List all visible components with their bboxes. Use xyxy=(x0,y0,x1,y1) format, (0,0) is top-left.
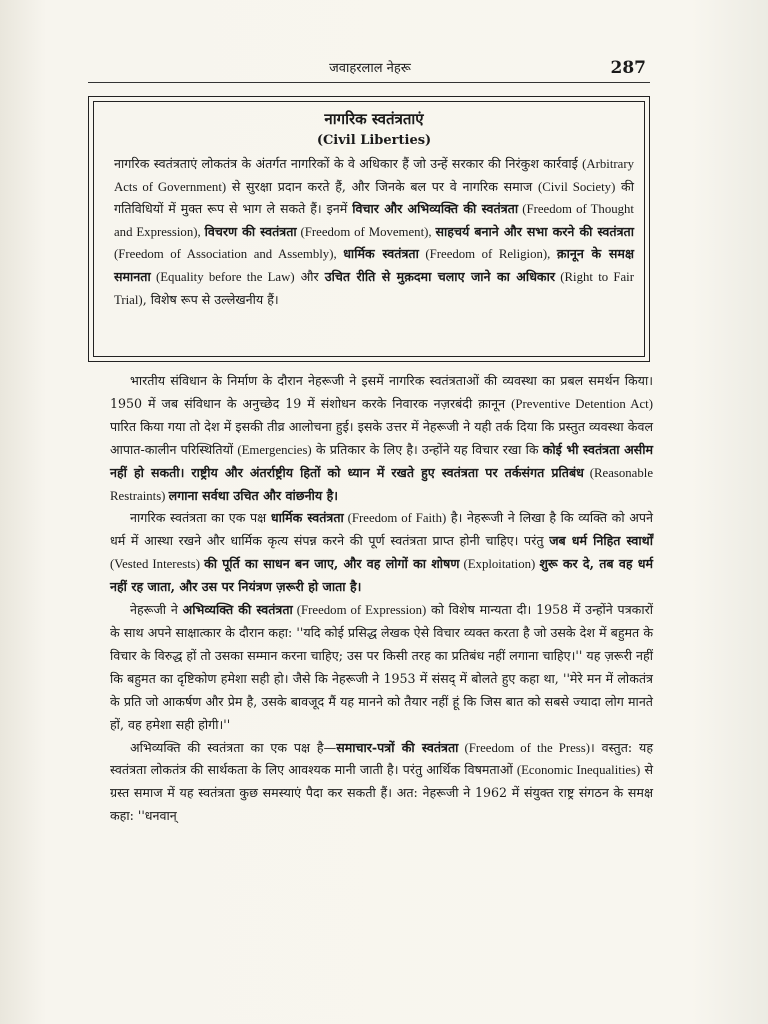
text-run: (Civil Society) xyxy=(537,179,616,194)
bold-text-run: साहचर्य बनाने और सभा करने की स्वतंत्रता xyxy=(435,223,634,239)
text-run: (Emergencies) xyxy=(237,442,312,457)
box-subtitle: (Civil Liberties) xyxy=(316,133,432,148)
bold-text-run: की पूर्ति का साधन बन जाए, और वह लोगों का शोषण xyxy=(204,556,460,572)
bold-text-run: विचरण की स्वतंत्रता xyxy=(204,223,297,239)
text-run: भारतीय संविधान के निर्माण के दौरान नेहरूजी ने इसमें नागरिक स्वतंत्रताओं की व्यवस्था का प्रबल समर्थन किया। 1950 में जब संविधान के अनुच्छेद 19 में संशोधन करके निवारक नज़रबंदी क़ानून xyxy=(110,373,653,411)
text-run: से सुरक्षा प्रदान करते हैं, और जिनके बल पर वे नागरिक समाज xyxy=(226,178,538,194)
bold-text-run: विचार और अभिव्यक्ति की स्वतंत्रता xyxy=(352,201,519,217)
text-run: (Right to Fair Trial) xyxy=(114,269,634,307)
bold-text-run: शुरू कर दे, तब वह धर्म नहीं रह जाता, और उस पर नियंत्रण ज़रूरी हो जाता है। xyxy=(110,556,654,595)
bold-text-run: कोई भी स्वतंत्रता असीम नहीं हो सकती। राष्ट्रीय और अंतर्राष्ट्रीय हितों को ध्यान में रखते हुए स्वतंत्रता पर तर्कसंगत प्रतिबंध xyxy=(110,441,653,480)
text-run: (Preventive Detention Act) xyxy=(511,396,653,411)
text-run: और xyxy=(294,268,325,284)
page-number: 287 xyxy=(610,58,646,78)
text-run: नेहरूजी ने xyxy=(130,602,183,618)
bold-text-run: धार्मिक स्वतंत्रता xyxy=(270,510,344,526)
text-run: को विशेष मान्यता दी। 1958 में उन्होंने पत्रकारों के साथ अपने साक्षात्कार के दौरान कहा: ''यदि कोई प्रसिद्ध लेखक ऐसे विचार व्यक्त करता है जो उसके देश में बहुमत के विचार के विरुद्ध हों तो उसका सम्मान करना चाहिए; उस पर किसी तरह का प्रतिबंध नहीं लगाना चाहिए।'' यह ज़रूरी नहीं कि बहुमत का दृष्टिकोण हमेशा सही हो। जैसे कि नेहरूजी ने 1953 में संसद् में बोलते हुए कहा था, ''मेरे मन में लोकतंत्र के प्रति जो आकर्षण और प्रेम है, उसके बावजूद मैं यह मानने को तैयार नहीं हूं कि जिस बात को सबसे ज्यादा लोग मानते हों, वह हमेशा सही होगी।'' xyxy=(110,602,653,732)
text-run: (Freedom of Faith) xyxy=(343,511,447,526)
civil-liberties-box-inner xyxy=(93,101,645,357)
text-run: (Economic Inequalities) xyxy=(516,763,641,778)
text-run: पारित किया गया तो देश में इसकी तीव्र आलोचना हुई। इसके उत्तर में नेहरूजी ने यही तर्क दिया कि प्रस्तुत व्यवस्था केवल आपात-कालीन परिस्थितियों xyxy=(110,418,653,457)
text-run: (Freedom of the Press) xyxy=(458,740,590,755)
bold-text-run: धार्मिक स्वतंत्रता xyxy=(343,246,419,262)
text-run: से ग्रस्त समाज में यह स्वतंत्रता कुछ समस्याएं पैदा कर सकती हैं। अत: नेहरूजी ने 1962 में संयुक्त राष्ट्र संगठन के समक्ष कहा: ''धनवान् xyxy=(110,762,653,824)
paragraph xyxy=(110,737,653,829)
text-run: (Freedom of Religion), xyxy=(418,247,557,262)
bold-text-run: समाचार-पत्रों की स्वतंत्रता xyxy=(336,739,459,755)
box-text xyxy=(114,153,634,311)
body-text xyxy=(110,370,653,828)
bold-text-run: उचित रीति से मुक़दमा चलाए जाने का अधिकार xyxy=(324,268,556,284)
text-run: के प्रतिकार के लिए है। उन्होंने यह विचार रखा कि xyxy=(311,441,543,457)
header-divider xyxy=(88,82,650,83)
text-run: की गतिविधियों में मुक्त रूप से भाग ले सकते हैं। इनमें xyxy=(114,178,634,217)
text-run: (Freedom of Expression) xyxy=(292,603,427,618)
civil-liberties-box xyxy=(88,96,650,362)
bold-text-run: क़ानून के समक्ष समानता xyxy=(114,246,634,284)
text-run: , विशेष रूप से उल्लेखनीय हैं। xyxy=(142,291,279,307)
text-run: (Vested Interests) xyxy=(110,557,205,572)
text-run: है। नेहरूजी ने लिखा है कि व्यक्ति को अपने धर्म में आस्था रखने और धार्मिक कृत्य संपन्न करने की पूर्ण स्वतंत्रता प्राप्त होनी चाहिए। परंतु xyxy=(110,510,654,549)
text-run: नागरिक स्वतंत्रताएं लोकतंत्र के अंतर्गत नागरिकों के वे अधिकार हैं जो उन्हें सरकार की निरंकुश कार्रवाई xyxy=(114,156,583,171)
text-run: । वस्तुत: यह स्वतंत्रता लोकतंत्र की सार्थकता के लिए आवश्यक मानी जाती है। परंतु आर्थिक विषमताओं xyxy=(110,739,654,778)
bold-text-run: लगाना सर्वथा उचित और वांछनीय है। xyxy=(168,487,339,503)
text-run: (Reasonable Restraints) xyxy=(110,465,654,503)
paragraph xyxy=(110,599,653,736)
bold-text-run: अभिव्यक्ति की स्वतंत्रता xyxy=(182,602,293,618)
text-run: (Equality before the Law) xyxy=(150,269,295,284)
text-run: (Freedom of Movement), xyxy=(296,224,436,239)
text-run: (Freedom of Association and Assembly), xyxy=(114,247,344,262)
text-run: (Arbitrary Acts of Government) xyxy=(114,157,634,194)
paragraph xyxy=(110,507,653,599)
box-title: नागरिक स्वतंत्रताएं xyxy=(324,110,424,128)
text-run: अभिव्यक्ति की स्वतंत्रता का एक पक्ष है— xyxy=(130,739,337,755)
text-run: नागरिक स्वतंत्रता का एक पक्ष xyxy=(130,510,271,526)
text-run: (Freedom of Thought and Expression), xyxy=(114,202,634,239)
text-run: (Exploitation) xyxy=(459,557,540,572)
bold-text-run: जब धर्म निहित स्वार्थों xyxy=(549,533,653,549)
running-title: जवाहरलाल नेहरू xyxy=(329,61,411,76)
paragraph xyxy=(110,370,653,507)
